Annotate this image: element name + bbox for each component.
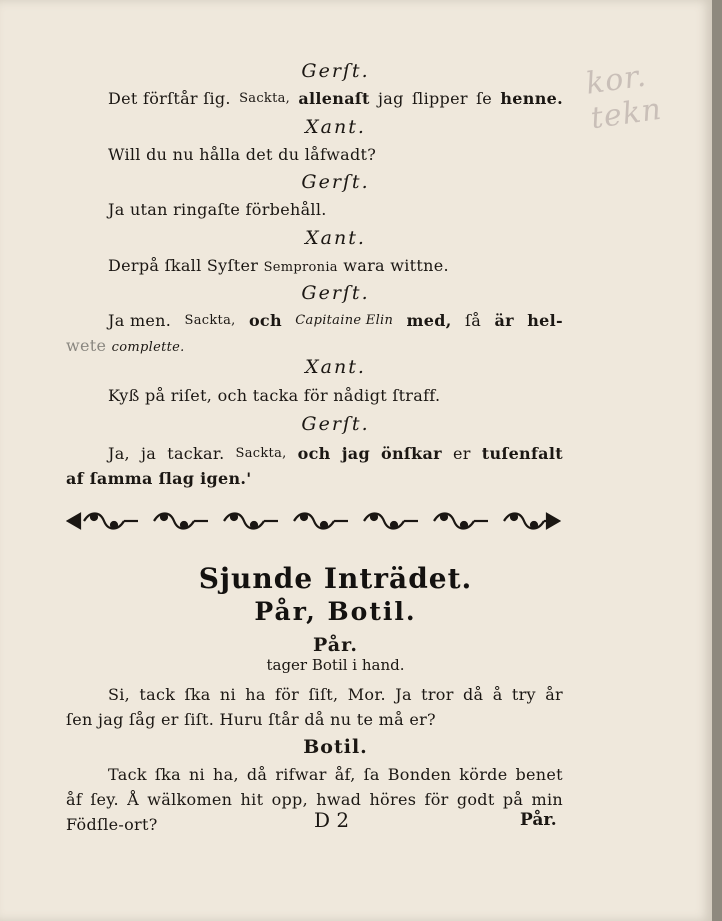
speaker-xant: Xant. [305,116,366,138]
dialogue-line: Ja men. Sackta, och Capitaine Elin med, ſå är hel- wete complette. [66,311,563,355]
speaker-xant: Xant. [305,227,366,249]
dialogue-line: Will du nu hålla det du låfwadt? [108,145,377,164]
dialogue-line: Ja, ja tackar. Sackta, och jag önſkar er tuſenfalt af ſamma ſlag igen.' [66,444,563,488]
speaker-gerst: Gerſt. [301,60,370,82]
catchword: Pår. [520,810,557,830]
dialogue-line: Ja utan ringaſte förbehåll. [108,200,327,219]
speaker-gerst: Gerſt. [301,171,370,193]
pencil-annotation: kor. tekn [583,58,665,137]
signature-mark: D 2 [314,808,350,832]
scene-title: Sjunde Inträdet. [198,562,473,595]
dialogue-line: Si, tack ſka ni ha för ſiſt, Mor. Ja tror då å try år ſen jag ſåg er ſiſt. Huru ſtår då nu te må er? [66,685,563,729]
page-edge [712,0,722,921]
speaker-gerst: Gerſt. [301,413,370,435]
speaker-par: Pår. [313,634,358,656]
stage-direction: tager Botil i hand. [266,656,405,674]
dialogue-line: Kyß på riſet, och tacka för nådigt ſtraff. [108,386,441,405]
scene-cast: Pår, Botil. [254,597,417,626]
speaker-botil: Botil. [303,736,368,758]
dialogue-line: Tack ſka ni ha, då rifwar åf, ſa Bonden körde benet åf ſey. Å wälkomen hit opp, hwad höres för godt på min Födſle-ort? [66,765,563,834]
dialogue-line: Derpå ſkall Syſter Sempronia wara wittne. [108,256,449,275]
ornament-divider [66,508,561,534]
dialogue-line: Det förſtår ſig. Sackta, allenaſt jag ſlipper ſe henne. [108,89,563,108]
speaker-xant: Xant. [305,356,366,378]
speaker-gerst: Gerſt. [301,282,370,304]
